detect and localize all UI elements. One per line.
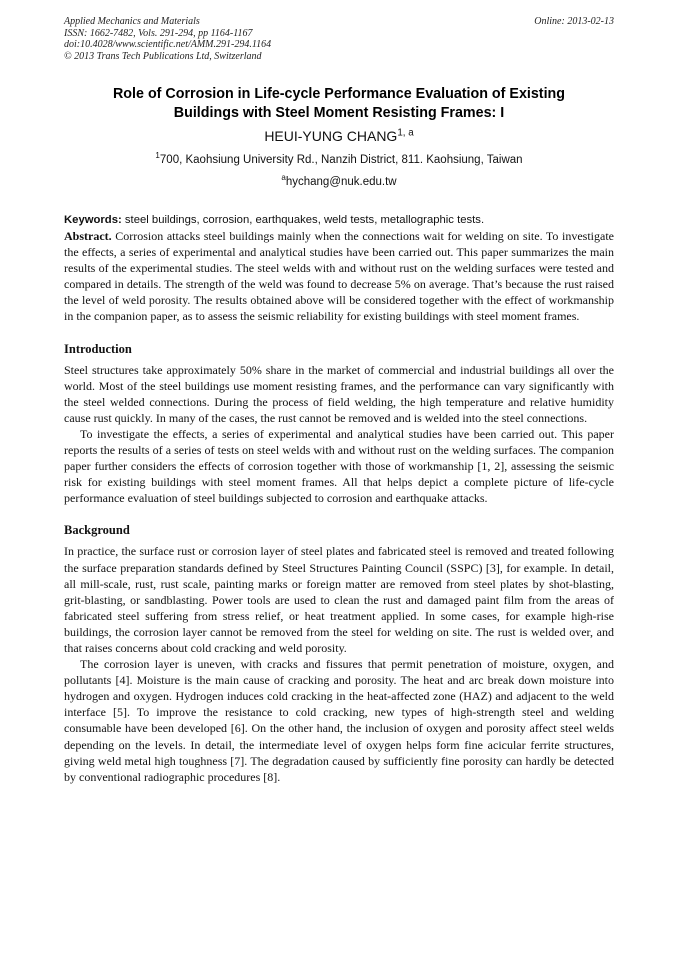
affiliation-superscript: 1 bbox=[155, 151, 160, 161]
introduction-heading: Introduction bbox=[64, 341, 132, 356]
affiliation bbox=[64, 152, 614, 168]
paper-title bbox=[64, 85, 614, 123]
background-paragraph-2: The corrosion layer is uneven, with cracks and fissures that permit penetration of moisture, oxygen, and pollutants [4]. Moisture is the main cause of cracking and porosity. The heat and arc break down moisture into hydrogen and oxygen. Hydrogen induces cold cracking in the heat-affected zone (HAZ) and adjacent to the weld interface [5]. To improve the resistance to cold cracking, new types of high-strength steel and welding consumable have been developed [6]. On the other hand, the inclusion of oxygen and porosity affect steel welds depending on the levels. In detail, the intermediate level of oxygen helps form fine acicular ferrite structures, giving weld metal high toughness [7]. The degradation caused by sufficiently fine porosity can hardly be detected by conventional radiographic procedures [8]. bbox=[64, 657, 614, 784]
affiliation-text: 700, Kaohsiung University Rd., Nanzih District, 811. Kaohsiung, Taiwan bbox=[159, 154, 523, 166]
keywords bbox=[64, 212, 614, 228]
introduction-paragraph-1: Steel structures take approximately 50% share in the market of commercial and industrial buildings all over the world. Most of the steel buildings use moment resisting frames, and the performance can vary significantly with the steel welded connections. During the process of field welding, the high temperature and relative humidity cause rust quickly. In many of the cases, the rust cannot be removed and is welded into the steel connections. bbox=[64, 362, 614, 425]
keywords-label: Keywords: bbox=[64, 214, 122, 226]
email-text: hychang@nuk.edu.tw bbox=[285, 176, 397, 188]
title-line-2: Buildings with Steel Moment Resisting Frames: I bbox=[173, 105, 505, 121]
journal-doi: doi:10.4028/www.scientific.net/AMM.291-294.1164 bbox=[64, 39, 272, 50]
introduction-paragraph-2: To investigate the effects, a series of experimental and analytical studies have been carried out. This paper reports the results of a series of tests on steel welds with and without rust on the welding surfaces. The companion paper further considers the effects of corrosion together with those of workmanship [1, 2], assessing the seismic risk for existing buildings with steel moment frames. All that helps depict a complete picture of life-cycle performance evaluation of steel buildings subjected to corrosion and earthquake attacks. bbox=[64, 426, 614, 506]
abstract-label: Abstract. bbox=[64, 229, 112, 243]
journal-copyright: © 2013 Trans Tech Publications Ltd, Switzerland bbox=[64, 50, 262, 62]
abstract bbox=[64, 228, 614, 325]
journal-name: Applied Mechanics and Materials bbox=[64, 16, 200, 27]
author-email bbox=[64, 174, 614, 190]
author-name: HEUI-YUNG CHANG bbox=[264, 128, 398, 144]
title-line-1: Role of Corrosion in Life-cycle Performance Evaluation of Existing bbox=[112, 86, 566, 102]
background-paragraph-1: In practice, the surface rust or corrosion layer of steel plates and fabricated steel is removed and treated following the surface preparation standards defined by Steel Structures Painting Council (SSPC) [3], for example. In detail, all mill-scale, rust, rust scale, painting marks or foreign matter are removed from steel plates by shot-blasting, grit-blasting, or sandblasting. Power tools are used to clean the rust and damaged paint film from the areas of fabricated steel suffering from stress relief, or heat treatment applied. In some cases, for example high-rise buildings, the corrosion layer cannot be removed from the steel for welding on site. The rust is welded over, and that raises concerns about cold cracking and weld porosity. bbox=[64, 544, 614, 655]
journal-header bbox=[64, 16, 614, 62]
abstract-text: Corrosion attacks steel buildings mainly when the connections wait for welding on site. To investigate the effects, a series of experimental and analytical studies have been carried out. This paper summarizes the main results of the experimental studies. The steel welds with and without rust on the welding surfaces were tested and compared in details. The strength of the weld was found to decrease 5% on average. That’s because the rust raised the level of weld porosity. The results obtained above will be considered together with the effect of workmanship in the companion paper, as to assess the seismic reliability for existing buildings with steel moment frames. bbox=[64, 229, 615, 324]
online-date: Online: 2013-02-13 bbox=[534, 16, 614, 27]
email-superscript: a bbox=[281, 173, 286, 183]
journal-issn: ISSN: 1662-7482, Vols. 291-294, pp 1164-1167 bbox=[64, 27, 253, 39]
background-heading: Background bbox=[64, 523, 130, 538]
keywords-text: steel buildings, corrosion, earthquakes, weld tests, metallographic tests. bbox=[124, 214, 485, 226]
author-superscript: 1, a bbox=[397, 127, 414, 139]
author bbox=[64, 126, 614, 146]
